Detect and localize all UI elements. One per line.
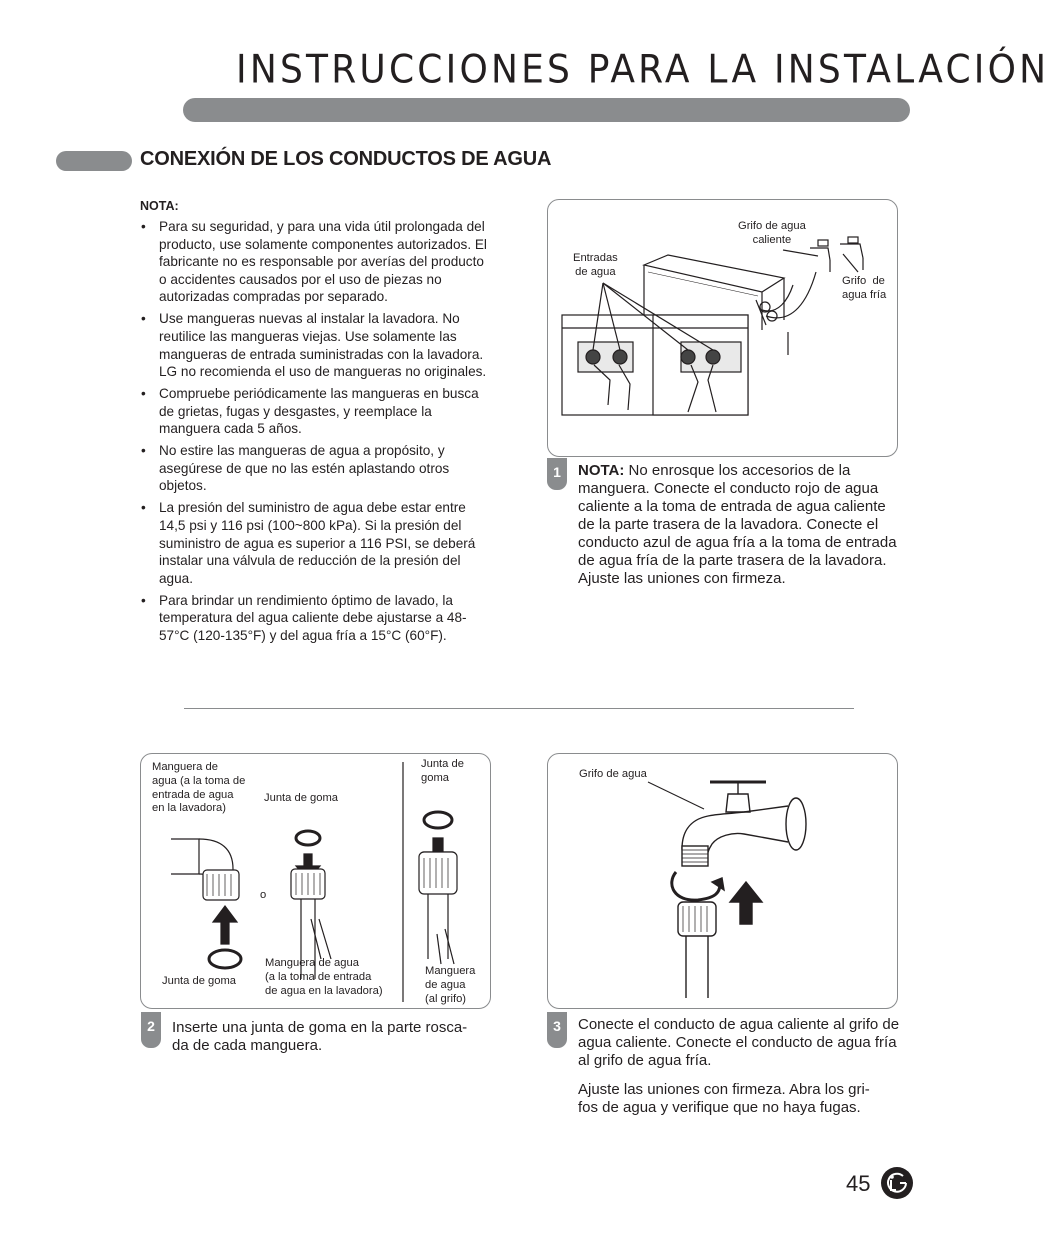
note-item: • Para brindar un rendimiento óptimo de lavado, la temperatura del agua caliente debe ajustarse a 48-57°C (120-135°F) y del agua fría a 15°C (60°F). [140,592,495,645]
step-number: 3 [547,1012,567,1048]
label-hose-to-tap: Manguera de agua (al grifo) [425,965,476,1005]
label-tap: Grifo de agua [579,768,647,780]
step1-text [578,462,900,588]
washer-connection-illustration [548,200,897,456]
step2-text: Inserte una junta de goma en la parte rosca- da de cada manguera. [172,1019,468,1054]
tap-connection-illustration [548,754,897,1008]
step-number: 1 [547,458,567,490]
label-water-inlets: Entradas de agua [573,252,618,278]
section-divider [184,708,854,709]
step-number: 2 [141,1012,161,1048]
label-hot-tap: Grifo de agua caliente [738,220,806,246]
note-label: NOTA: [140,199,179,213]
step3-illustration-box [547,753,898,1009]
note-item: • No estire las mangueras de agua a propósito, y asegúrese de que no las estén aplastando otros objetos. [140,442,495,495]
label-rubber-gasket-middle: Junta de goma [264,792,339,804]
section-heading: CONEXIÓN DE LOS CONDUCTOS DE AGUA [140,148,552,170]
step1-body: No enrosque los accesorios de la manguera. Conecte el conducto rojo de agua caliente a la toma de entrada de agua caliente de la parte trasera de la lavadora. Conecte el conducto azul de agua fría a la toma de entrada de agua fría de la parte trasera de la lavadora. Ajuste las uniones con firmeza. [578,462,897,587]
page-number: 45 [846,1171,871,1196]
notes-list [140,218,495,649]
section-marker [56,151,132,171]
step3-text-2: Ajuste las uniones con firmeza. Abra los gri- fos de agua y verifique que no haya fugas. [578,1081,870,1116]
step1-illustration-box [547,199,898,457]
note-item: • Compruebe periódicamente las mangueras en busca de grietas, fugas y desgastes, y reemplace la manguera cada 5 años. [140,385,495,438]
note-item: • La presión del suministro de agua debe estar entre 14,5 psi y 116 psi (100~800 kPa). Si la presión del suministro de agua es superior a 116 PSI, se deberá instalar una válvula de reducción de la presión del agua. [140,499,495,587]
label-rubber-gasket-right: Junta de goma [421,758,464,784]
lg-logo [880,1166,914,1200]
step1-note-label: NOTA: [578,462,625,479]
note-item: • Use mangueras nuevas al instalar la lavadora. No reutilice las mangueras viejas. Use solamente las mangueras de entrada suministradas con la lavadora. LG no recomienda el uso de mangueras no originales. [140,310,495,380]
label-hose-to-washer: Manguera de agua (a la toma de entrada de agua en la lavadora) [152,761,246,815]
label-rubber-gasket-left: Junta de goma [162,975,237,987]
note-item: • Para su seguridad, y para una vida útil prolongada del producto, use solamente componentes autorizados. El fabricante no es responsable por averías del producto o accidentes causados por el uso de piezas no autorizadas compradas por separado. [140,218,495,306]
title-bar [183,98,910,122]
label-cold-tap: Grifo de agua fría [842,275,887,301]
step2-illustration-box [140,753,491,1009]
step3-text: Conecte el conducto de agua caliente al grifo de agua caliente. Conecte el conducto de agua fría al grifo de agua fría. [578,1016,900,1069]
label-or: o [260,889,267,901]
label-hose-to-inlet: Manguera de agua (a la toma de entrada de agua en la lavadora) [265,957,383,997]
page-title: INSTRUCCIONES PARA LA INSTALACIÓN [236,48,1049,93]
